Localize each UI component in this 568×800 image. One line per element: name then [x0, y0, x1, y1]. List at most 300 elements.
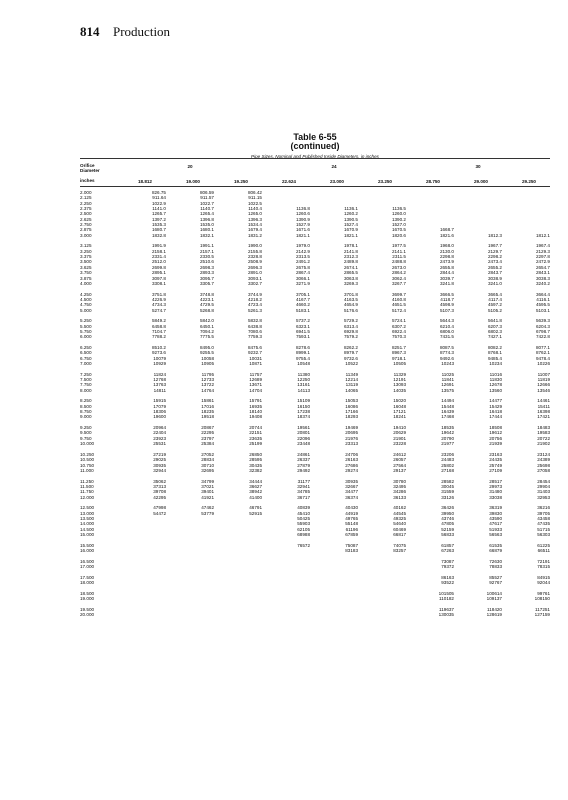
coefficient-cell: 2895.1 — [151, 270, 166, 276]
coefficient-cell: 14764 — [201, 387, 214, 393]
coefficient-cell: 78833 — [489, 564, 502, 570]
coefficient-cell: 10031 — [249, 355, 262, 361]
coefficient-cell: 4729.5 — [199, 302, 214, 308]
coefficient-cell: 66879 — [489, 548, 502, 554]
coefficient-cell: 1820.6 — [391, 232, 406, 238]
coefficient-cell: 1022.9 — [151, 200, 166, 206]
coefficient-cell: 10871 — [249, 361, 262, 366]
coefficient-cell: 2867.4 — [295, 270, 310, 276]
coefficient-cell: 14811 — [153, 387, 166, 393]
row-group — [80, 190, 550, 243]
coefficient-cell: 5737.2 — [295, 318, 310, 324]
coefficient-cell: 1260.2 — [343, 211, 358, 217]
coefficient-cell: 1670.5 — [391, 227, 406, 233]
coefficient-cell: 8082.2 — [487, 344, 502, 350]
coefficient-cell: 19408 — [249, 414, 262, 420]
row-group — [80, 318, 550, 345]
coefficient-cell: 5842.0 — [199, 318, 214, 324]
coefficient-cell: 72191 — [537, 558, 550, 564]
coefficient-cell: 7080.6 — [247, 328, 262, 334]
coefficient-cell: 806.59 — [199, 190, 214, 195]
coefficient-cell: 39401 — [201, 489, 214, 495]
subhead-diameter: 23.250 — [377, 179, 392, 184]
coefficient-cell: 2297.8 — [535, 254, 550, 260]
coefficient-cell: 1968.0 — [439, 243, 454, 249]
coefficient-cell: 52159 — [441, 526, 454, 532]
coefficient-cell: 9732.6 — [343, 355, 358, 361]
coefficient-cell: 49765 — [345, 515, 358, 521]
coefficient-cell: 118420 — [487, 606, 502, 612]
coefficient-cell: 49325 — [393, 515, 406, 521]
orifice-diameter-cell: 17.500 — [80, 574, 95, 580]
coefficient-cell: 27564 — [393, 462, 406, 468]
orifice-diameter-cell: 14.000 — [80, 521, 95, 527]
coefficient-cell: 1991.1 — [199, 243, 214, 249]
coefficient-cell: 15411 — [537, 403, 550, 409]
coefficient-cell: 29492 — [297, 467, 310, 473]
coefficient-cell — [262, 612, 310, 617]
coefficient-cell: 31480 — [489, 489, 502, 495]
coefficient-cell: 29274 — [345, 467, 358, 473]
coefficient-cell: 5849.2 — [151, 318, 166, 324]
coefficient-cell: 2298.8 — [439, 254, 454, 260]
orifice-diameter-cell: 6.000 — [80, 334, 92, 340]
coefficient-cell: 9232.7 — [247, 350, 262, 356]
coefficient-cell: 33038 — [489, 494, 502, 500]
coefficient-cell: 54472 — [153, 510, 166, 516]
coefficient-cell: 10522 — [345, 361, 358, 366]
orifice-diameter-cell: 3.125 — [80, 243, 92, 249]
data-table — [80, 190, 550, 618]
coefficient-cell: 1140.4 — [248, 206, 262, 212]
coefficient-cell: 2508.9 — [247, 259, 262, 265]
coefficient-cell: 5644.3 — [439, 318, 454, 324]
orifice-diameter-cell: 13.000 — [80, 510, 95, 516]
coefficient-cell: 12689 — [249, 377, 262, 383]
coefficient-cell: 806.42 — [247, 190, 262, 195]
coefficient-cell: 11757 — [249, 371, 262, 377]
coefficient-cell: 62105 — [297, 526, 310, 532]
coefficient-cell: 4654.9 — [343, 302, 358, 308]
coefficient-cell — [358, 612, 406, 617]
orifice-diameter-cell: 3.500 — [80, 259, 92, 265]
coefficient-cell: 22295 — [201, 430, 214, 436]
row-group — [80, 591, 550, 607]
coefficient-cell: 1265.0 — [247, 211, 262, 217]
coefficient-cell: 3271.9 — [295, 280, 310, 286]
coefficient-cell: 8251.7 — [391, 344, 406, 350]
coefficient-cell: 1967.4 — [535, 243, 550, 249]
coefficient-cell: 18140 — [249, 409, 262, 415]
coefficient-cell: 24861 — [297, 451, 310, 457]
coefficient-cell: 2328.8 — [247, 254, 262, 260]
coefficient-cell: 2313.5 — [295, 254, 310, 260]
coefficient-cell: 4218.2 — [247, 296, 262, 302]
coefficient-cell: 35062 — [153, 478, 166, 484]
coefficient-cell: 6922.4 — [391, 328, 406, 334]
orifice-diameter-cell: 7.250 — [80, 371, 92, 377]
coefficient-cell: 38942 — [249, 489, 262, 495]
orifice-diameter-cell: 8.750 — [80, 409, 92, 415]
coefficient-cell: 34286 — [393, 489, 406, 495]
coefficient-cell: 2696.3 — [247, 264, 262, 270]
coefficient-cell: 1136.5 — [392, 206, 406, 212]
orifice-diameter-cell: 3.000 — [80, 232, 92, 238]
coefficient-cell: 28595 — [249, 457, 262, 463]
coefficient-cell: 29973 — [489, 483, 502, 489]
coefficient-cell: 4117.4 — [488, 296, 502, 302]
coefficient-cell: 13763 — [153, 382, 166, 388]
subhead-diameter: 29.250 — [521, 179, 536, 184]
coefficient-cell: 2673.0 — [391, 264, 406, 270]
coefficient-cell: 1668.7 — [439, 227, 454, 233]
coefficient-cell: 11841 — [441, 377, 454, 383]
orifice-diameter-cell: 11.250 — [80, 478, 94, 484]
orifice-diameter-cell: 7.000 — [80, 361, 92, 366]
coefficient-cell: 27168 — [441, 467, 454, 473]
coefficient-cell: 54640 — [393, 521, 406, 527]
coefficient-cell: 8774.3 — [439, 350, 454, 356]
coefficient-cell: 3063.8 — [343, 275, 358, 281]
coefficient-cell: 13161 — [297, 382, 310, 388]
coefficient-cell: 20964 — [153, 425, 166, 431]
row-group — [80, 479, 550, 506]
coefficient-cell: 7593.1 — [295, 334, 310, 340]
coefficient-cell: 22151 — [249, 430, 262, 436]
coefficient-cell: 911.15 — [248, 195, 262, 201]
coefficient-cell: 8768.1 — [487, 350, 502, 356]
coefficient-cell: 1397.2 — [151, 216, 166, 222]
coefficient-cell: 10929 — [153, 361, 166, 366]
coefficient-cell: 83183 — [345, 548, 358, 554]
coefficient-cell: 14494 — [441, 398, 454, 404]
coefficient-cell: 5832.8 — [247, 318, 262, 324]
coefficient-cell: 12768 — [153, 377, 166, 383]
coefficient-cell: 32667 — [345, 483, 358, 489]
coefficient-cell: 2158.1 — [151, 248, 166, 254]
coefficient-cell: 3095.7 — [199, 275, 214, 281]
coefficient-cell: 18483 — [537, 425, 550, 431]
coefficient-cell: 1527.9 — [295, 222, 310, 228]
coefficient-cell: 39950 — [441, 510, 454, 516]
coefficient-cell: 52915 — [249, 510, 262, 516]
coefficient-cell: 8278.6 — [295, 344, 310, 350]
coefficient-cell: 15020 — [393, 398, 406, 404]
coefficient-cell: 19600 — [153, 414, 166, 420]
coefficient-cell: 73087 — [441, 558, 454, 564]
coefficient-cell: 17238 — [297, 409, 310, 415]
coefficient-cell: 1990.0 — [247, 243, 262, 249]
orifice-diameter-cell: 10.000 — [80, 441, 95, 447]
table-caption: Pipe Sizes, Nominal and Published Inside Diameters, in inches — [251, 154, 379, 159]
coefficient-cell: 29025 — [153, 457, 166, 463]
orifice-diameter-cell: 2.375 — [80, 206, 92, 212]
coefficient-cell: 21901 — [393, 435, 406, 441]
coefficient-cell: 11329 — [393, 371, 406, 377]
coefficient-cell: 3751.8 — [151, 291, 166, 297]
coefficient-cell: 14035 — [393, 387, 406, 393]
coefficient-cell: 40430 — [345, 505, 358, 511]
coefficient-cell: 4595.5 — [535, 302, 550, 308]
coefficient-cell: 3308.1 — [151, 280, 166, 286]
orifice-diameter-cell: 8.250 — [80, 398, 92, 404]
coefficient-cell: 5724.1 — [391, 318, 406, 324]
coefficient-cell: 108150 — [534, 596, 550, 602]
orifice-diameter-cell: 11.750 — [80, 489, 94, 495]
coefficient-cell: 17079 — [153, 403, 166, 409]
coefficient-cell: 22404 — [153, 430, 166, 436]
coefficient-cell: 19642 — [441, 430, 454, 436]
coefficient-cell: 15053 — [345, 398, 358, 404]
coefficient-cell: 34444 — [249, 478, 262, 484]
coefficient-cell: 26850 — [249, 451, 262, 457]
coefficient-cell: 3038.3 — [535, 275, 550, 281]
row-group — [80, 345, 550, 372]
subhead-diameter: 28.750 — [425, 179, 440, 184]
coefficient-cell: 30935 — [153, 462, 166, 468]
coefficient-cell: 17016 — [201, 403, 214, 409]
coefficient-cell: 25384 — [201, 441, 214, 447]
coefficient-cell: 33126 — [441, 494, 454, 500]
coefficient-cell: 3699.7 — [391, 291, 406, 297]
coefficient-cell: 3705.1 — [295, 291, 310, 297]
coefficient-cell: 30045 — [441, 483, 454, 489]
coefficient-cell: 20756 — [489, 435, 502, 441]
coefficient-cell: 6323.1 — [295, 323, 310, 329]
coefficient-cell: 39830 — [489, 510, 502, 516]
coefficient-cell: 1390.9 — [295, 216, 310, 222]
coefficient-cell: 23923 — [153, 435, 166, 441]
coefficient-cell: 4118.7 — [440, 296, 454, 302]
coefficient-cell: 6806.0 — [439, 328, 454, 334]
coefficient-cell: 2473.9 — [439, 259, 454, 265]
coefficient-cell: 13093 — [393, 382, 406, 388]
coefficient-cell: 8262.2 — [343, 344, 358, 350]
coefficient-cell: 36426 — [441, 505, 454, 511]
coefficient-cell: 7431.5 — [439, 334, 454, 340]
coefficient-cell: 23313 — [345, 441, 358, 447]
coefficient-cell: 3093.1 — [247, 275, 262, 281]
rule-top — [80, 158, 550, 159]
coefficient-cell: 76572 — [297, 542, 310, 548]
orifice-diameter-cell: 10.500 — [80, 457, 95, 463]
coefficient-cell: 19583 — [537, 430, 550, 436]
coefficient-cell: 32953 — [537, 494, 550, 500]
coefficient-cell: 6204.3 — [535, 323, 550, 329]
coefficient-cell: 3066.1 — [295, 275, 310, 281]
coefficient-cell: 61857 — [441, 542, 454, 548]
coefficient-cell: 9718.1 — [391, 355, 406, 361]
coefficient-cell: 1260.6 — [295, 211, 310, 217]
coefficient-cell: 130035 — [438, 612, 454, 618]
coefficient-cell: 23448 — [297, 441, 310, 447]
coefficient-cell: 43746 — [441, 515, 454, 521]
coefficient-cell: 13560 — [489, 387, 502, 393]
coefficient-cell: 20790 — [441, 435, 454, 441]
coefficient-cell: 16150 — [297, 403, 310, 409]
row-group — [80, 398, 550, 425]
coefficient-cell: 4223.1 — [199, 296, 214, 302]
coefficient-cell: 1260.0 — [391, 211, 406, 217]
coefficient-cell: 3240.2 — [535, 280, 550, 286]
coefficient-cell: 41400 — [249, 494, 262, 500]
orifice-diameter-cell: 2.125 — [80, 195, 92, 201]
coefficient-cell: 21939 — [489, 441, 502, 447]
coefficient-cell: 2331.4 — [151, 254, 166, 260]
orifice-diameter-cell: 4.250 — [80, 291, 92, 297]
group-header-24: 24 — [331, 164, 337, 169]
row-group — [80, 543, 550, 559]
coefficient-cell: 39708 — [153, 489, 166, 495]
coefficient-cell: 40162 — [393, 505, 406, 511]
coefficient-cell: 36374 — [345, 494, 358, 500]
coefficient-cell: 1670.9 — [343, 227, 358, 233]
coefficient-cell: 30780 — [393, 478, 406, 484]
coefficient-cell: 47998 — [153, 505, 166, 511]
coefficient-cell: 83257 — [393, 548, 406, 554]
coefficient-cell: 31559 — [441, 489, 454, 495]
coefficient-cell: 39705 — [537, 510, 550, 516]
coefficient-cell: 74075 — [393, 542, 406, 548]
coefficient-cell: 7570.3 — [391, 334, 406, 340]
coefficient-cell: 34799 — [201, 478, 214, 484]
orifice-diameter-cell: 15.500 — [80, 542, 95, 548]
orifice-diameter-cell: 16.500 — [80, 558, 95, 564]
orifice-diameter-cell: 2.875 — [80, 227, 92, 233]
row-group — [80, 607, 550, 618]
coefficient-cell: 37313 — [153, 483, 166, 489]
coefficient-cell: 66511 — [537, 548, 550, 554]
coefficient-cell: 3748.8 — [199, 291, 214, 297]
coefficient-cell: 50425 — [297, 515, 310, 521]
coefficient-cell — [166, 612, 214, 617]
coefficient-cell: 1141.0 — [152, 206, 166, 212]
coefficient-cell: 11016 — [489, 371, 502, 377]
coefficient-cell: 4651.5 — [391, 302, 406, 308]
coefficient-cell: 826.75 — [151, 190, 166, 195]
coefficient-cell: 8087.5 — [439, 344, 454, 350]
coefficient-cell: 16418 — [489, 409, 502, 415]
coefficient-cell: 18306 — [153, 409, 166, 415]
coefficient-cell: 30710 — [201, 462, 214, 468]
orifice-diameter-cell: 9.250 — [80, 425, 92, 431]
coefficient-cell: 2674.1 — [343, 264, 358, 270]
table-row — [80, 612, 550, 617]
coefficient-cell: 30935 — [345, 478, 358, 484]
coefficient-cell: 1396.8 — [199, 216, 214, 222]
orifice-diameter-cell: 4.000 — [80, 280, 92, 286]
coefficient-cell: 6210.4 — [439, 323, 454, 329]
orifice-diameter-cell: 10.250 — [80, 451, 95, 457]
coefficient-cell: 47462 — [201, 505, 214, 511]
coefficient-cell: 20867 — [201, 425, 214, 431]
coefficient-cell: 2512.0 — [151, 259, 166, 265]
coefficient-cell: 18535 — [441, 425, 454, 431]
coefficient-cell: 34477 — [345, 489, 358, 495]
coefficient-cell: 1978.1 — [343, 243, 358, 249]
coefficient-cell: 2699.8 — [151, 264, 166, 270]
coefficient-cell: 24435 — [489, 457, 502, 463]
coefficient-cell: 8510.2 — [151, 344, 166, 350]
coefficient-cell: 32944 — [153, 467, 166, 473]
coefficient-cell: 9755.4 — [295, 355, 310, 361]
coefficient-cell: 10079 — [153, 355, 166, 361]
coefficient-cell: 1396.3 — [247, 216, 262, 222]
coefficient-cell: 11830 — [489, 377, 502, 383]
orifice-diameter-cell: 7.750 — [80, 382, 92, 388]
coefficient-cell: 6207.3 — [487, 323, 502, 329]
coefficient-cell — [310, 612, 358, 617]
coefficient-cell: 6941.5 — [295, 328, 310, 334]
coefficient-cell: 24706 — [345, 451, 358, 457]
orifice-diameter-cell: 6.750 — [80, 355, 92, 361]
coefficient-cell: 85527 — [489, 574, 502, 580]
coefficient-cell: 36216 — [537, 505, 550, 511]
coefficient-cell: 3305.7 — [199, 280, 214, 286]
coefficient-cell: 2655.8 — [439, 264, 454, 270]
row-group — [80, 425, 550, 452]
coefficient-cell: 5639.3 — [535, 318, 550, 324]
coefficient-cell: 1527.0 — [391, 222, 406, 228]
coefficient-cell: 20744 — [249, 425, 262, 431]
coefficient-cell: 2129.7 — [487, 248, 502, 254]
coefficient-cell: 28454 — [537, 478, 550, 484]
coefficient-cell: 7427.1 — [487, 334, 502, 340]
coefficient-cell: 12214 — [345, 377, 358, 383]
coefficient-cell: 31177 — [297, 478, 310, 484]
coefficient-cell: 93522 — [441, 580, 454, 586]
coefficient-cell: 84915 — [537, 574, 550, 580]
coefficient-cell: 66817 — [393, 532, 406, 537]
coefficient-cell: 2698.3 — [199, 264, 214, 270]
coefficient-cell: 92767 — [489, 580, 502, 586]
coefficient-cell: 51933 — [489, 526, 502, 532]
coefficient-cell: 1680.1 — [199, 227, 214, 233]
coefficient-cell: 1979.0 — [295, 243, 310, 249]
coefficient-cell: 3267.7 — [391, 280, 406, 286]
coefficient-cell: 11795 — [201, 371, 214, 377]
coefficient-cell: 3062.4 — [391, 275, 406, 281]
orifice-diameter-cell: 3.375 — [80, 254, 92, 260]
coefficient-cell: 1022.5 — [247, 200, 262, 206]
coefficient-cell: 67859 — [345, 532, 358, 537]
coefficient-cell: 13722 — [201, 382, 214, 388]
coefficient-cell: 18241 — [393, 414, 406, 420]
coefficient-cell: 2675.8 — [295, 264, 310, 270]
coefficient-cell: 25199 — [249, 441, 262, 447]
coefficient-cell: 1812.3 — [487, 232, 502, 238]
coefficient-cell: 28517 — [489, 478, 502, 484]
orifice-diameter-cell: 11.000 — [80, 467, 94, 473]
coefficient-cell: 8967.3 — [391, 350, 406, 356]
coefficient-cell: 5729.2 — [343, 318, 358, 324]
coefficient-cell: 5261.3 — [247, 307, 262, 313]
coefficient-cell: 34785 — [297, 489, 310, 495]
coefficient-cell: 19518 — [201, 414, 214, 420]
orifice-diameter-cell: 2.250 — [80, 200, 92, 206]
orifice-diameter-cell: 12.000 — [80, 494, 95, 500]
orifice-diameter-cell: 12.500 — [80, 505, 95, 511]
table-subtitle: (continued) — [290, 141, 340, 151]
coefficient-cell: 5274.7 — [151, 307, 166, 313]
coefficient-cell: 20629 — [393, 430, 406, 436]
coefficient-cell: 55903 — [297, 521, 310, 527]
coefficient-cell: 2491.2 — [295, 259, 310, 265]
coefficient-cell: 14065 — [345, 387, 358, 393]
coefficient-cell: 9255.5 — [199, 350, 214, 356]
coefficient-cell: 9273.6 — [151, 350, 166, 356]
coefficient-cell: 10234 — [489, 361, 502, 366]
